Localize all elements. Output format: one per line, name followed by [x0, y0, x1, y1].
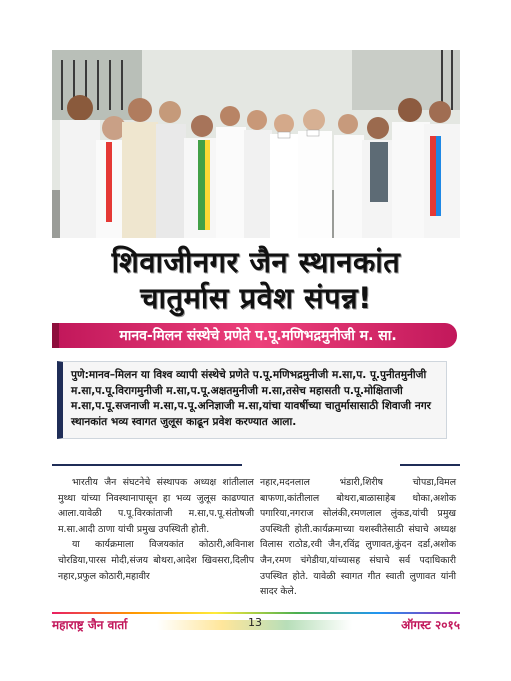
- magazine-page: [52, 50, 460, 642]
- subheading-text: मानव-मिलन संस्थेचे प्रणेते प.पू.मणिभद्रमुनीजी म. सा.: [119, 328, 397, 344]
- group-photo: [52, 50, 460, 238]
- body-column-right: [260, 475, 456, 600]
- page-footer: [52, 616, 460, 636]
- body-column-left: [58, 475, 254, 584]
- issue-date: ऑगस्ट २०१५: [401, 618, 460, 632]
- body-paragraph: या कार्यक्रमाला विजयकांत कोठारी,अविनाश चोरडिया,पारस मोदी,संजय बोथरा,आदेश खिवसरा,दिलीप नहार,प्रफुल कोठारी,महावीर: [58, 539, 254, 582]
- group-photo-illustration: [52, 50, 460, 238]
- magazine-name: महाराष्ट्र जैन वार्ता: [52, 618, 128, 632]
- subheading-banner: [59, 323, 457, 348]
- footer-rule: [52, 612, 460, 614]
- article-headline: [52, 244, 460, 316]
- headline-line-2: चातुर्मास प्रवेश संपन्न!: [140, 281, 372, 315]
- page-number: 13: [248, 616, 262, 629]
- body-paragraph: नहार,मदनलाल भंडारी,शिरीष चोपडा,विमल बाफणा,कांतीलाल बोथरा,बाळासाहेब धोका,अशोक पगारिया,नगराज सोलंकी,रमणलाल लुंकड,यांची प्रमुख उपस्थिती होती.कार्यक्रमाच्या यशस्वीतेसाठी संघाचे अध्यक्ष विलास राठोड,रवी जैन,रविंद्र लुणावत,कुंदन दर्डा,अशोक जैन,रमण चंगेडीया,यांच्यासह संघाचे सर्व पदाधिकारी उपस्थित होते. यावेळी स्वागत गीत स्वाती लुणावत यांनी सादर केले.: [260, 477, 456, 598]
- divider-right: [400, 464, 460, 466]
- body-paragraph: भारतीय जैन संघटनेचे संस्थापक अध्यक्ष शांतीलाल मुथ्था यांच्या निवस्थानापासून हा भव्य जुलूस काढण्यात आला.यावेळी प.पू.विरकांताजी म.सा,प.पू.संतोषजी म.सा.आदी ठाणा यांची प्रमुख उपस्थिती होती.: [58, 477, 254, 535]
- intro-box: [57, 361, 447, 439]
- divider-left: [52, 464, 242, 466]
- headline-line-1: शिवाजीनगर जैन स्थानकांत: [111, 245, 401, 279]
- intro-paragraph: पुणे:मानव–मिलन या विश्व व्यापी संस्थेचे प्रणेते प.पू.मणिभद्रमुनीजी म.सा,प. पू.पुनीतमुनीजी म.सा,प.पू.विरागमुनीजी म.सा,प.पू.अक्षतमुनीजी म.सा,तसेच महासती प.पू.मोक्षिताजी म.सा,प.पू.सजनाजी म.सा,प.पू.अनिज्ञाजी म.सा,यांचा यावर्षीच्या चातुर्मासासाठी शिवाजी नगर स्थानकांत भव्य स्वागत जुलूस काढून प्रवेश करण्यात आला.: [71, 369, 432, 428]
